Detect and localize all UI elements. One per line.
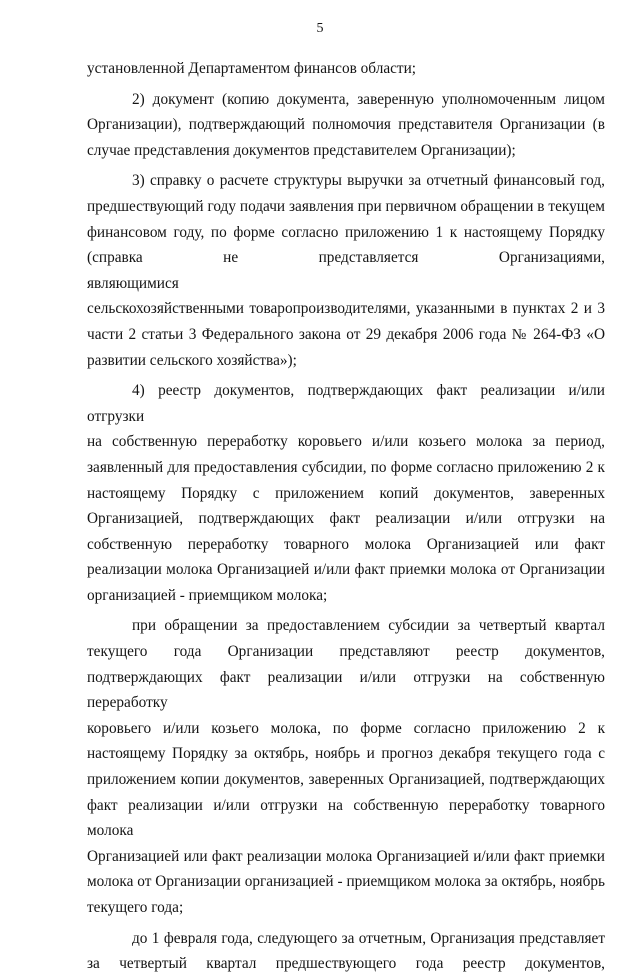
text-line: при обращении за предоставлением субсидии за четвертый квартал <box>132 617 605 635</box>
paragraph-item-3 <box>87 168 605 373</box>
text-line: настоящему Порядку с приложением копий документов, заверенных <box>87 484 605 502</box>
text-line: до 1 февраля года, следующего за отчетным, Организация представляет <box>132 929 605 947</box>
text-line: сельскохозяйственными товаропроизводителями, указанными в пунктах 2 и 3 <box>87 300 605 318</box>
text-line: подтверждающих факт реализации и/или отгрузки на собственную переработку <box>87 668 605 712</box>
text-line: Организации), подтверждающий полномочия представителя Организации (в <box>87 116 605 134</box>
text-line: молока от Организации организацией - приемщиком молока за октябрь, ноябрь <box>87 873 605 891</box>
paragraph-item-4 <box>87 378 605 608</box>
text-line: финансовом году, по форме согласно приложению 1 к настоящему Порядку <box>87 223 605 241</box>
paragraph-fourth-quarter <box>87 613 605 920</box>
text-line: текущего года Организации представляют реестр документов, <box>87 643 605 661</box>
paragraph-continuation <box>87 56 605 82</box>
text-line: 2) документ (копию документа, заверенную уполномоченным лицом <box>132 90 605 108</box>
text-line: 4) реестр документов, подтверждающих факт реализации и/или отгрузки <box>87 382 605 425</box>
text-line: случае представления документов представителем Организации); <box>87 141 516 159</box>
text-line: развитии сельского хозяйства»); <box>87 351 297 369</box>
text-line: текущего года; <box>87 899 184 916</box>
text-line: собственную переработку товарного молока Организацией или факт <box>87 535 605 553</box>
paragraph-item-2 <box>87 87 605 164</box>
paragraph-february-deadline <box>87 926 605 977</box>
text-line: Организацией, подтверждающих факт реализации и/или отгрузки на <box>87 510 605 528</box>
page-number: 5 <box>316 21 324 36</box>
text-line: (справка не представляется Организациями, являющимися <box>87 249 605 292</box>
text-line: 3) справку о расчете структуры выручки за отчетный финансовый год, <box>132 172 605 190</box>
text-line: за четвертый квартал предшествующего года реестр документов, <box>87 955 605 973</box>
text-line: факт реализации и/или отгрузки на собственную переработку товарного молока <box>87 796 605 840</box>
text-line: части 2 статьи 3 Федерального закона от 29 декабря 2006 года № 264-ФЗ «О <box>87 325 605 343</box>
text-line: организацией - приемщиком молока; <box>87 586 328 604</box>
text-line: коровьего и/или козьего молока, по форме согласно приложению 2 к <box>87 719 605 737</box>
text-line: реализации молока Организацией и/или факт приемки молока от Организации <box>87 561 605 579</box>
text-line: настоящему Порядку за октябрь, ноябрь и прогноз декабря текущего года с <box>87 745 605 763</box>
text-line: на собственную переработку коровьего и/или козьего молока за период, <box>87 433 605 451</box>
text-line: заявленный для предоставления субсидии, по форме согласно приложению 2 к <box>87 458 605 476</box>
text-line: приложением копии документов, заверенных Организацией, подтверждающих <box>87 771 605 789</box>
text-line: установленной Департаментом финансов области; <box>87 60 417 77</box>
document-body <box>87 56 605 977</box>
text-line: Организацией или факт реализации молока Организацией и/или факт приемки <box>87 847 605 865</box>
text-line: предшествующий году подачи заявления при первичном обращении в текущем <box>87 197 605 215</box>
